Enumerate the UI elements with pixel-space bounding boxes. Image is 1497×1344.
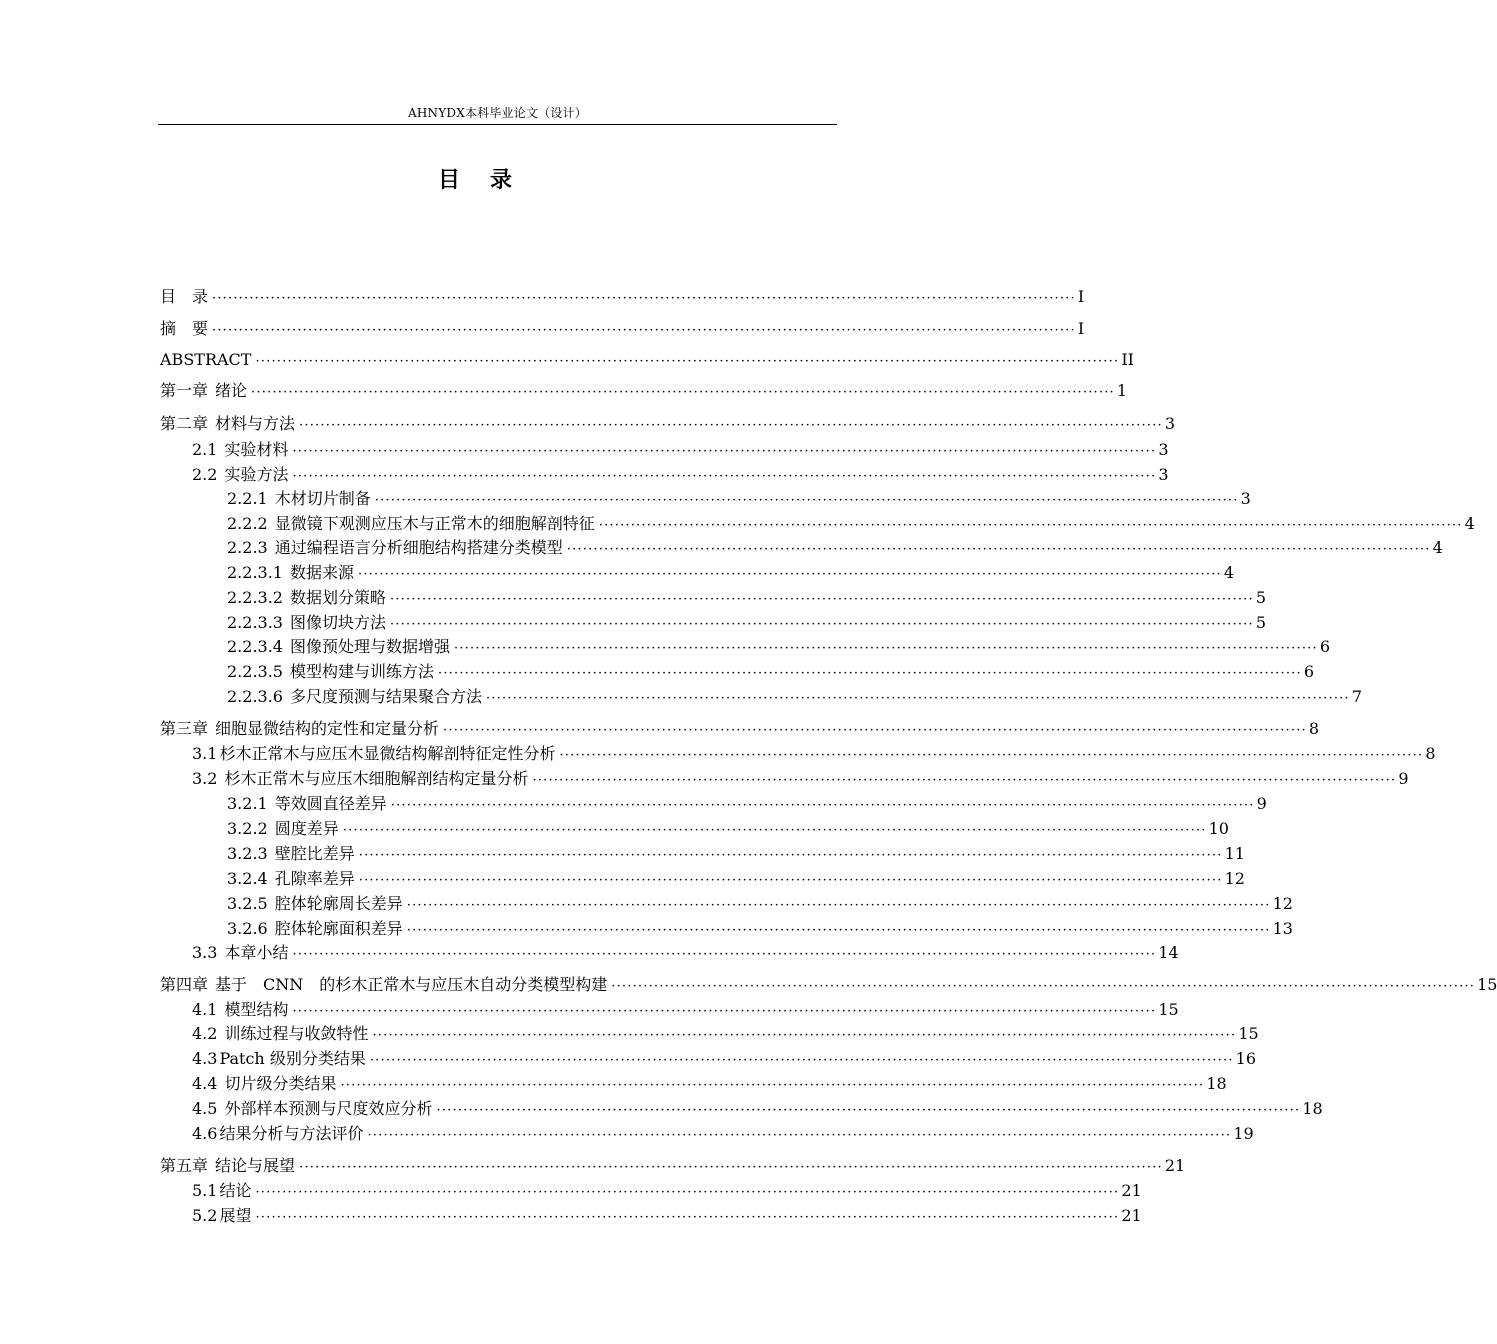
- toc-dot-leader: ··································································································································································: [611, 979, 1476, 994]
- toc-entry-page-number: 6: [1303, 662, 1315, 681]
- toc-dot-leader: ··································································································································································: [340, 1078, 1205, 1093]
- toc-dot-leader: ··································································································································································: [559, 748, 1424, 763]
- toc-entry-label: [227, 587, 386, 609]
- toc-entry[interactable]: [192, 942, 1179, 964]
- toc-entry-label: [192, 768, 528, 790]
- toc-entry-page-number: 21: [1164, 1156, 1186, 1175]
- toc-dot-leader: ··································································································································································: [406, 923, 1271, 938]
- toc-entry-title: 圆度差异: [274, 819, 339, 838]
- toc-entry-title: 显微镜下观测应压木与正常木的细胞解剖特征: [274, 514, 595, 533]
- toc-entry-number: 2.2.3.2: [227, 588, 283, 607]
- toc-entry-label: [192, 1123, 363, 1145]
- toc-entry-label: [160, 380, 247, 402]
- toc-entry-title: 数据划分策略: [289, 588, 386, 607]
- toc-entry-number: 5.1: [192, 1181, 218, 1200]
- toc-entry[interactable]: [160, 286, 1085, 308]
- toc-entry-label: [227, 488, 371, 510]
- toc-entry-title: 腔体轮廓周长差异: [274, 894, 403, 913]
- toc-entry-title: 数据来源: [289, 563, 354, 582]
- toc-entry-page-number: 15: [1477, 975, 1497, 994]
- toc-entry-label: [192, 1180, 251, 1202]
- toc-entry-label: [192, 942, 288, 964]
- page-title-char-2: 录: [490, 167, 513, 193]
- toc-entry-title: 木材切片制备: [274, 489, 371, 508]
- toc-entry-title: 实验方法: [224, 465, 289, 484]
- toc-entry[interactable]: [227, 868, 1245, 890]
- toc-entry-number: 3.3: [192, 943, 218, 962]
- toc-entry-number: 3.2.4: [227, 869, 268, 888]
- toc-entry-title: 模型结构: [224, 1000, 289, 1019]
- toc-entry[interactable]: [192, 768, 1409, 790]
- toc-entry[interactable]: [227, 818, 1229, 840]
- toc-entry-title: 切片级分类结果: [224, 1074, 337, 1093]
- toc-dot-leader: ··································································································································································: [358, 873, 1223, 888]
- toc-dot-leader: ··································································································································································: [292, 947, 1157, 962]
- toc-entry-title: 基于 CNN 的杉木正常木与应压木自动分类模型构建: [215, 975, 608, 994]
- toc-dot-leader: ··································································································································································: [367, 1128, 1232, 1143]
- toc-entry-number: 3.2.1: [227, 794, 268, 813]
- toc-entry-label: [227, 636, 450, 658]
- toc-entry-label: [227, 661, 434, 683]
- toc-entry-number: 4.3: [192, 1049, 218, 1068]
- toc-dot-leader: ··································································································································································: [454, 641, 1318, 656]
- toc-entry-label: [160, 1155, 295, 1177]
- toc-entry-number: 4.1: [192, 1000, 218, 1019]
- toc-entry-number: 2.2.3.5: [227, 662, 283, 681]
- toc-dot-leader: ··································································································································································: [369, 1053, 1234, 1068]
- toc-entry[interactable]: [192, 1205, 1142, 1227]
- toc-entry-page-number: 7: [1351, 687, 1363, 706]
- toc-entry-page-number: 5: [1255, 613, 1267, 632]
- toc-entry-number: 第四章: [160, 975, 209, 994]
- toc-entry-page-number: 21: [1121, 1206, 1142, 1225]
- toc-entry[interactable]: [160, 718, 1320, 740]
- toc-entry-label: [227, 918, 403, 940]
- toc-entry-label: [227, 868, 355, 890]
- toc-entry-title: 壁腔比差异: [274, 844, 355, 863]
- toc-dot-leader: ··································································································································································: [342, 823, 1207, 838]
- toc-entry[interactable]: [227, 893, 1293, 915]
- toc-entry[interactable]: [192, 464, 1169, 486]
- toc-entry-number: 4.5: [192, 1099, 218, 1118]
- toc-entry-page-number: 14: [1158, 943, 1179, 962]
- toc-entry-number: 2.2.3.3: [227, 613, 283, 632]
- toc-dot-leader: ··································································································································································: [486, 691, 1350, 706]
- toc-entry-page-number: 12: [1224, 869, 1245, 888]
- toc-entry-number: 3.2.6: [227, 919, 268, 938]
- toc-entry-title: 多尺度预测与结果聚合方法: [289, 687, 482, 706]
- toc-entry-title: 杉木正常木与应压木显微结构解剖特征定性分析: [219, 744, 556, 763]
- toc-entry[interactable]: [227, 562, 1235, 584]
- toc-entry-title: 腔体轮廓面积差异: [274, 919, 403, 938]
- toc-entry-page-number: 12: [1272, 894, 1293, 913]
- toc-entry[interactable]: [227, 513, 1475, 535]
- toc-entry-page-number: 11: [1224, 844, 1245, 863]
- toc-entry[interactable]: [160, 1155, 1186, 1177]
- toc-entry[interactable]: [227, 537, 1443, 559]
- toc-entry-title: 等效圆直径差异: [274, 794, 387, 813]
- toc-entry-label: [227, 612, 386, 634]
- toc-entry-number: 3.2: [192, 769, 218, 788]
- toc-entry-number: 2.2.3.6: [227, 687, 283, 706]
- toc-entry-title: 展望: [219, 1206, 252, 1225]
- toc-dot-leader: ··································································································································································: [255, 1185, 1120, 1200]
- toc-entry-page-number: 18: [1302, 1099, 1323, 1118]
- toc-entry-number: 2.2: [192, 465, 218, 484]
- toc-entry-page-number: 16: [1235, 1049, 1257, 1068]
- toc-dot-leader: ··································································································································································: [299, 418, 1163, 433]
- toc-entry-number: 4.4: [192, 1074, 218, 1093]
- toc-entry-number: 4.6: [192, 1124, 218, 1143]
- toc-entry-title: 细胞显微结构的定性和定量分析: [215, 719, 440, 738]
- toc-entry[interactable]: [227, 612, 1267, 634]
- toc-entry-title: 摘 要: [160, 319, 209, 338]
- toc-entry-title: 目 录: [160, 287, 209, 306]
- toc-entry-number: 第三章: [160, 719, 209, 738]
- toc-entry[interactable]: [160, 413, 1176, 435]
- toc-entry-label: [160, 413, 295, 435]
- header-rule: [158, 124, 837, 125]
- toc-entry-title: 材料与方法: [215, 414, 296, 433]
- toc-entry-label: [160, 974, 607, 996]
- toc-entry-number: 5.2: [192, 1206, 218, 1225]
- toc-entry-page-number: 15: [1238, 1024, 1259, 1043]
- toc-entry-page-number: 21: [1121, 1181, 1142, 1200]
- toc-entry-page-number: 5: [1255, 588, 1267, 607]
- toc-dot-leader: ··································································································································································: [292, 1004, 1157, 1019]
- running-header: AHNYDX本科毕业论文（设计）: [408, 106, 587, 120]
- toc-entry-title: Patch 级别分类结果: [219, 1049, 366, 1068]
- toc-entry[interactable]: [227, 661, 1315, 683]
- toc-entry-title: 模型构建与训练方法: [289, 662, 434, 681]
- toc-entry-number: 2.2.3.4: [227, 637, 283, 656]
- toc-entry-page-number: 3: [1158, 440, 1169, 459]
- toc-entry[interactable]: [160, 318, 1085, 340]
- page-title-char-1: 目: [437, 167, 460, 193]
- toc-entry-label: [192, 1048, 366, 1070]
- toc-entry[interactable]: [160, 974, 1497, 996]
- toc-dot-leader: ··································································································································································: [292, 444, 1157, 459]
- toc-entry-label: [160, 349, 251, 371]
- toc-entry[interactable]: [192, 1098, 1323, 1120]
- toc-entry-title: 训练过程与收敛特性: [224, 1024, 369, 1043]
- toc-entry-number: 3.1: [192, 744, 218, 763]
- toc-entry-page-number: I: [1077, 319, 1085, 338]
- toc-dot-leader: ··································································································································································: [532, 773, 1397, 788]
- toc-entry[interactable]: [192, 1123, 1254, 1145]
- toc-dot-leader: ··································································································································································: [358, 848, 1223, 863]
- toc-dot-leader: ··································································································································································: [372, 1028, 1237, 1043]
- toc-entry-number: 2.2.2: [227, 514, 268, 533]
- toc-entry-title: 通过编程语言分析细胞结构搭建分类模型: [274, 538, 563, 557]
- toc-entry-page-number: 18: [1206, 1074, 1227, 1093]
- toc-entry-number: 2.2.1: [227, 489, 268, 508]
- toc-entry[interactable]: [160, 349, 1134, 371]
- toc-entry-label: [227, 793, 387, 815]
- toc-entry-number: 3.2.2: [227, 819, 268, 838]
- toc-entry-label: [192, 743, 555, 765]
- toc-entry-label: [160, 718, 439, 740]
- toc-entry-title: 结论: [219, 1181, 252, 1200]
- toc-dot-leader: ··································································································································································: [390, 798, 1255, 813]
- toc-entry-label: [192, 1205, 251, 1227]
- toc-dot-leader: ··································································································································································: [212, 291, 1076, 306]
- toc-entry[interactable]: [227, 587, 1267, 609]
- toc-entry-number: 2.1: [192, 440, 218, 459]
- toc-entry-label: [192, 439, 288, 461]
- toc-entry-title: 结果分析与方法评价: [219, 1124, 364, 1143]
- toc-dot-leader: ··································································································································································: [255, 1210, 1120, 1225]
- toc-entry-page-number: 9: [1256, 794, 1267, 813]
- toc-entry-page-number: 19: [1233, 1124, 1254, 1143]
- toc-entry-label: [227, 513, 595, 535]
- toc-entry[interactable]: [192, 1180, 1142, 1202]
- toc-entry[interactable]: [227, 488, 1251, 510]
- toc-entry[interactable]: [160, 380, 1128, 402]
- toc-dot-leader: ··································································································································································: [292, 469, 1157, 484]
- page-title: [0, 165, 950, 195]
- toc-entry[interactable]: [227, 918, 1293, 940]
- toc-entry-number: 3.2.5: [227, 894, 268, 913]
- toc-dot-leader: ··································································································································································: [390, 592, 1254, 607]
- toc-entry-label: [160, 286, 208, 308]
- toc-entry-page-number: 13: [1272, 919, 1293, 938]
- toc-entry-page-number: 15: [1158, 1000, 1179, 1019]
- toc-entry-page-number: 3: [1240, 489, 1251, 508]
- toc-entry-title: ABSTRACT: [160, 350, 252, 369]
- toc-entry[interactable]: [227, 686, 1363, 708]
- toc-entry-title: 图像切块方法: [289, 613, 386, 632]
- toc-entry[interactable]: [192, 999, 1179, 1021]
- toc-dot-leader: ··································································································································································: [255, 354, 1120, 369]
- toc-entry-label: [227, 843, 355, 865]
- toc-entry-number: 第一章: [160, 381, 209, 400]
- toc-entry[interactable]: [227, 793, 1267, 815]
- toc-entry-label: [192, 1073, 336, 1095]
- toc-dot-leader: ··································································································································································: [299, 1160, 1163, 1175]
- toc-entry[interactable]: [192, 439, 1169, 461]
- toc-entry-number: 3.2.3: [227, 844, 268, 863]
- toc-entry-number: 2.2.3.1: [227, 563, 283, 582]
- toc-dot-leader: ··································································································································································: [358, 567, 1222, 582]
- toc-entry-title: 图像预处理与数据增强: [289, 637, 450, 656]
- toc-entry-label: [192, 1023, 368, 1045]
- toc-dot-leader: ··································································································································································: [443, 723, 1307, 738]
- toc-entry[interactable]: [192, 1073, 1227, 1095]
- toc-entry-number: 第五章: [160, 1156, 209, 1175]
- toc-entry-number: 2.2.3: [227, 538, 268, 557]
- toc-entry-title: 杉木正常木与应压木细胞解剖结构定量分析: [224, 769, 529, 788]
- toc-entry-title: 孔隙率差异: [274, 869, 355, 888]
- toc-entry-page-number: 9: [1398, 769, 1409, 788]
- toc-dot-leader: ··································································································································································: [598, 518, 1463, 533]
- toc-entry-title: 绪论: [215, 381, 248, 400]
- toc-entry[interactable]: [227, 843, 1245, 865]
- toc-entry-title: 本章小结: [224, 943, 289, 962]
- toc-entry-label: [160, 318, 208, 340]
- toc-entry-label: [227, 562, 354, 584]
- toc-entry-page-number: 10: [1208, 819, 1229, 838]
- toc-entry-page-number: 1: [1116, 381, 1128, 400]
- toc-entry-page-number: II: [1121, 350, 1134, 369]
- toc-dot-leader: ··································································································································································: [390, 617, 1254, 632]
- toc-entry-page-number: 4: [1432, 538, 1443, 557]
- toc-entry-label: [227, 537, 563, 559]
- toc-dot-leader: ··································································································································································: [566, 542, 1431, 557]
- toc-entry-label: [192, 464, 288, 486]
- toc-entry-label: [192, 1098, 432, 1120]
- toc-entry-page-number: 4: [1223, 563, 1235, 582]
- toc-entry-number: 第二章: [160, 414, 209, 433]
- toc-entry-title: 实验材料: [224, 440, 289, 459]
- toc-entry[interactable]: [227, 636, 1331, 658]
- toc-dot-leader: ··································································································································································: [251, 385, 1115, 400]
- toc-entry-label: [227, 818, 339, 840]
- toc-entry-label: [227, 893, 403, 915]
- toc-entry-page-number: 3: [1164, 414, 1176, 433]
- toc-dot-leader: ··································································································································································: [438, 666, 1302, 681]
- toc-entry-title: 外部样本预测与尺度效应分析: [224, 1099, 433, 1118]
- toc-entry-page-number: 8: [1308, 719, 1320, 738]
- toc-entry[interactable]: [192, 1023, 1259, 1045]
- toc-entry-page-number: 4: [1464, 514, 1475, 533]
- toc-dot-leader: ··································································································································································: [212, 323, 1076, 338]
- toc-entry-label: [227, 686, 482, 708]
- toc-entry-page-number: 6: [1319, 637, 1331, 656]
- toc-entry-page-number: 8: [1425, 744, 1436, 763]
- toc-dot-leader: ··································································································································································: [406, 898, 1271, 913]
- toc-entry-title: 结论与展望: [215, 1156, 296, 1175]
- toc-entry-label: [192, 999, 288, 1021]
- toc-entry-page-number: 3: [1158, 465, 1169, 484]
- toc-entry[interactable]: [192, 1048, 1257, 1070]
- toc-entry-page-number: I: [1077, 287, 1085, 306]
- toc-dot-leader: ··································································································································································: [436, 1103, 1301, 1118]
- toc-entry[interactable]: [192, 743, 1436, 765]
- toc-dot-leader: ··································································································································································: [374, 493, 1239, 508]
- toc-entry-number: 4.2: [192, 1024, 218, 1043]
